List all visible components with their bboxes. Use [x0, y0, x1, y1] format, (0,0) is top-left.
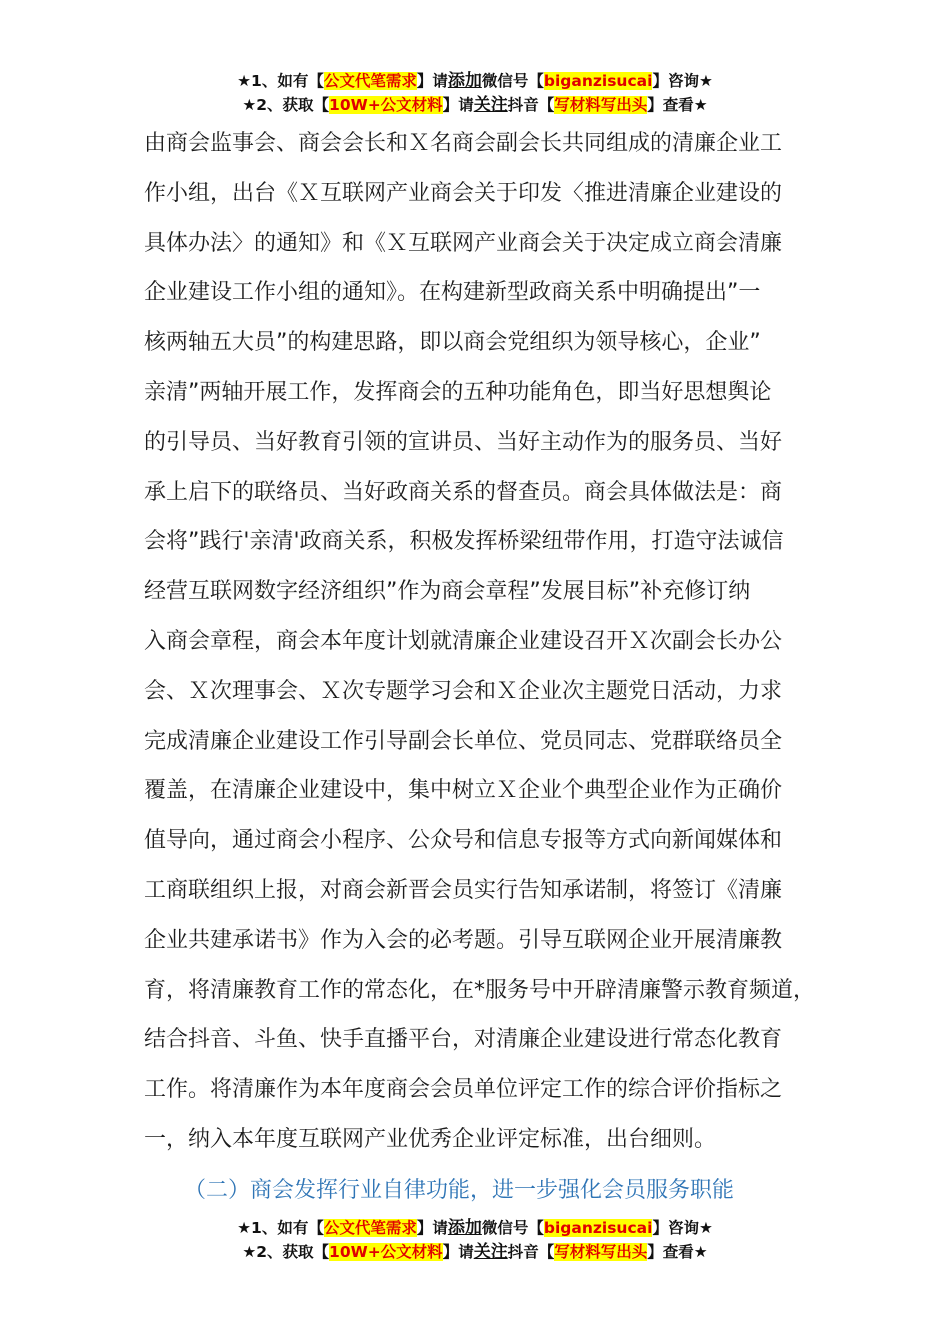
promo-text: ★1、如有【	[237, 1219, 324, 1237]
paragraph-line: 作小组，出台《Ｘ互联网产业商会关于印发〈推进清廉企业建设的	[144, 180, 783, 206]
promo-underlined: 关注	[473, 1242, 508, 1262]
paragraph-line: 由商会监事会、商会会长和Ｘ名商会副会长共同组成的清廉企业工	[144, 131, 783, 156]
paragraph-line: 会、Ｘ次理事会、Ｘ次专题学习会和Ｘ企业次主题党日活动，力求	[144, 678, 783, 704]
promo-line-2	[0, 93, 950, 117]
paragraph-line: 承上启下的联络员、当好政商关系的督查员。商会具体做法是：商	[144, 479, 783, 505]
paragraph-line: 工作。将清廉作为本年度商会会员单位评定工作的综合评价指标之	[144, 1077, 783, 1103]
body-paragraph	[144, 119, 834, 1165]
promo-text: 】查看★	[647, 96, 708, 114]
promo-text: 】请	[442, 96, 474, 114]
promo-douyin-id: 写材料写出头	[554, 1243, 648, 1261]
promo-banner-top	[0, 69, 950, 117]
promo-text: 】咨询★	[652, 72, 713, 90]
promo-highlight: 公文代笔需求	[323, 1219, 417, 1237]
promo-highlight: 公文代笔需求	[323, 72, 417, 90]
promo-highlight: 10W+公文材料	[329, 96, 443, 114]
promo-text: 微信号【	[481, 72, 544, 90]
promo-text: 抖音【	[507, 1243, 555, 1261]
promo-text: 】请	[442, 1243, 474, 1261]
paragraph-line: 企业建设工作小组的通知》。在构建新型政商关系中明确提出”一	[144, 280, 761, 306]
promo-text: 】请	[416, 72, 448, 90]
paragraph-line: 结合抖音、斗鱼、快手直播平台，对清廉企业建设进行常态化教育	[144, 1027, 783, 1053]
paragraph-line: 值导向，通过商会小程序、公众号和信息专报等方式向新闻媒体和	[144, 828, 783, 854]
section-heading: （二）商会发挥行业自律功能，进一步强化会员服务职能	[184, 1178, 735, 1203]
paragraph-line: 工商联组织上报，对商会新晋会员实行告知承诺制，将签订《清廉	[144, 877, 783, 903]
promo-line-1	[0, 69, 950, 93]
paragraph-line: 经营互联网数字经济组织”作为商会章程”发展目标”补充修订纳	[144, 579, 751, 605]
paragraph-line: 核两轴五大员”的构建思路，即以商会党组织为领导核心，企业”	[144, 330, 761, 356]
paragraph-line: 具体办法〉的通知》和《Ｘ互联网产业商会关于决定成立商会清廉	[144, 230, 783, 256]
promo-banner-bottom	[0, 1216, 950, 1264]
promo-text: 抖音【	[507, 96, 555, 114]
promo-text: 】查看★	[647, 1243, 708, 1261]
paragraph-line: 亲清”两轴开展工作，发挥商会的五种功能角色，即当好思想舆论	[144, 379, 772, 405]
paragraph-line: 完成清廉企业建设工作引导副会长单位、党员同志、党群联络员全	[144, 728, 783, 754]
promo-underlined: 添加	[447, 71, 482, 91]
promo-highlight: 10W+公文材料	[329, 1243, 443, 1261]
promo-text: 】请	[416, 1219, 448, 1237]
promo-text: 微信号【	[481, 1219, 544, 1237]
promo-underlined: 添加	[447, 1218, 482, 1238]
promo-text: ★2、获取【	[242, 1243, 330, 1261]
promo-douyin-id: 写材料写出头	[554, 96, 648, 114]
promo-text: 】咨询★	[652, 1219, 713, 1237]
promo-wechat-id: biganzisucai	[543, 1219, 653, 1237]
promo-text: ★1、如有【	[237, 72, 324, 90]
paragraph-line: 覆盖，在清廉企业建设中，集中树立Ｘ企业个典型企业作为正确价	[144, 778, 783, 804]
promo-underlined: 关注	[473, 95, 508, 115]
paragraph-line: 入商会章程，商会本年度计划就清廉企业建设召开Ｘ次副会长办公	[144, 628, 783, 654]
paragraph-line: 会将”践行'亲清'政商关系，积极发挥桥梁纽带作用，打造守法诚信	[144, 529, 784, 555]
promo-line-1	[0, 1216, 950, 1240]
paragraph-line: 一，纳入本年度互联网产业优秀企业评定标准，出台细则。	[144, 1126, 717, 1152]
promo-wechat-id: biganzisucai	[543, 72, 653, 90]
paragraph-line: 企业共建承诺书》作为入会的必考题。引导互联网企业开展清廉教	[144, 927, 783, 953]
paragraph-line: 的引导员、当好教育引领的宣讲员、当好主动作为的服务员、当好	[144, 429, 783, 455]
promo-text: ★2、获取【	[242, 96, 330, 114]
promo-line-2	[0, 1240, 950, 1264]
paragraph-line: 育，将清廉教育工作的常态化，在*服务号中开辟清廉警示教育频道，	[144, 977, 816, 1003]
